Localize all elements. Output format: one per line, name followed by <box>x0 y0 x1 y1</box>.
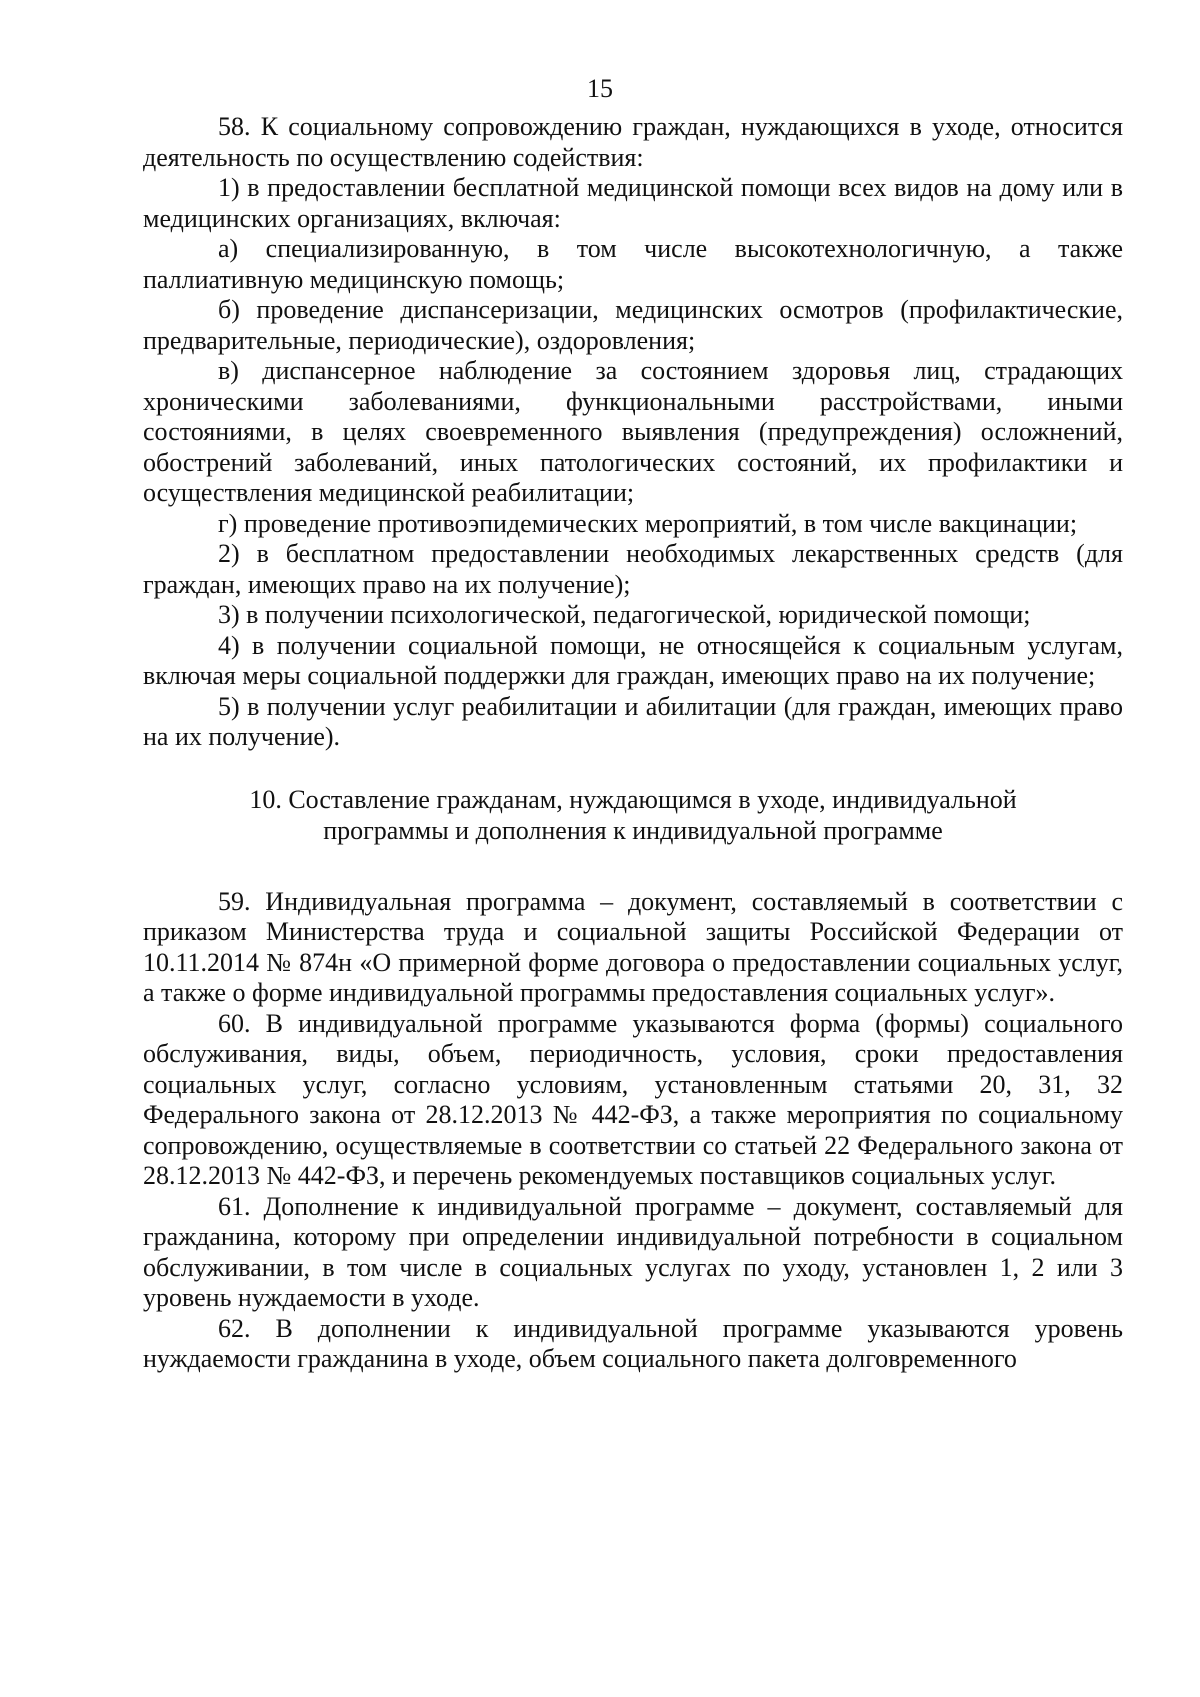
list-item-v: в) диспансерное наблюдение за состоянием здоровья лиц, страдающих хроническими заболеваниями, функциональными расстройствами, иными состояниями, в целях своевременного выявления (предупреждения) осложнений, обострений заболеваний, иных патологических состояний, их профилактики и осуществления медицинской реабилитации; <box>143 356 1123 507</box>
list-item-2: 2) в бесплатном предоставлении необходимых лекарственных средств (для граждан, имеющих право на их получение); <box>143 539 1123 599</box>
list-item-3: 3) в получении психологической, педагогической, юридической помощи; <box>218 600 1031 629</box>
page-number: 15 <box>587 74 613 103</box>
document-body <box>143 112 1123 1375</box>
list-item-a: а) специализированную, в том числе высокотехнологичную, а также паллиативную медицинскую помощь; <box>143 234 1123 294</box>
paragraph-61: 61. Дополнение к индивидуальной программе – документ, составляемый для гражданина, которому при определении индивидуальной потребности в социальном обслуживании, в том числе в социальных услугах по уходу, установлен 1, 2 или 3 уровень нуждаемости в уходе. <box>143 1191 1123 1312</box>
list-item-4: 4) в получении социальной помощи, не относящейся к социальным услугам, включая меры социальной поддержки для граждан, имеющих право на их получение; <box>143 630 1123 690</box>
section-heading-line-1: 10. Составление гражданам, нуждающимся в уходе, индивидуальной <box>249 784 1017 814</box>
paragraph-58: 58. К социальному сопровождению граждан, нуждающихся в уходе, относится деятельность по осуществлению содействия: <box>143 112 1123 172</box>
list-item-5: 5) в получении услуг реабилитации и абилитации (для граждан, имеющих право на их получение). <box>143 691 1123 751</box>
list-item-b: б) проведение диспансеризации, медицинских осмотров (профилактические, предварительные, периодические), оздоровления; <box>143 295 1123 355</box>
paragraph-60: 60. В индивидуальной программе указываются форма (формы) социального обслуживания, виды, объем, периодичность, условия, сроки предоставления социальных услуг, согласно условиям, установленным статьями 20, 31, 32 Федерального закона от 28.12.2013 № 442-ФЗ, а также мероприятия по социальному сопровождению, осуществляемые в соответствии со статьей 22 Федерального закона от 28.12.2013 № 442-ФЗ, и перечень рекомендуемых поставщиков социальных услуг. <box>143 1008 1123 1190</box>
section-heading <box>143 784 1123 846</box>
list-item-1: 1) в предоставлении бесплатной медицинской помощи всех видов на дому или в медицинских организациях, включая: <box>143 173 1123 233</box>
section-heading-line-2: программы и дополнения к индивидуальной программе <box>323 815 943 845</box>
list-item-g: г) проведение противоэпидемических мероприятий, в том числе вакцинации; <box>218 508 1078 538</box>
paragraph-59: 59. Индивидуальная программа – документ, составляемый в соответствии с приказом Министерства труда и социальной защиты Российской Федерации от 10.11.2014 № 874н «О примерной форме договора о предоставлении социальных услуг, а также о форме индивидуальной программы предоставления социальных услуг». <box>143 886 1123 1007</box>
paragraph-62: 62. В дополнении к индивидуальной программе указываются уровень нуждаемости гражданина в уходе, объем социального пакета долговременного <box>143 1313 1123 1373</box>
